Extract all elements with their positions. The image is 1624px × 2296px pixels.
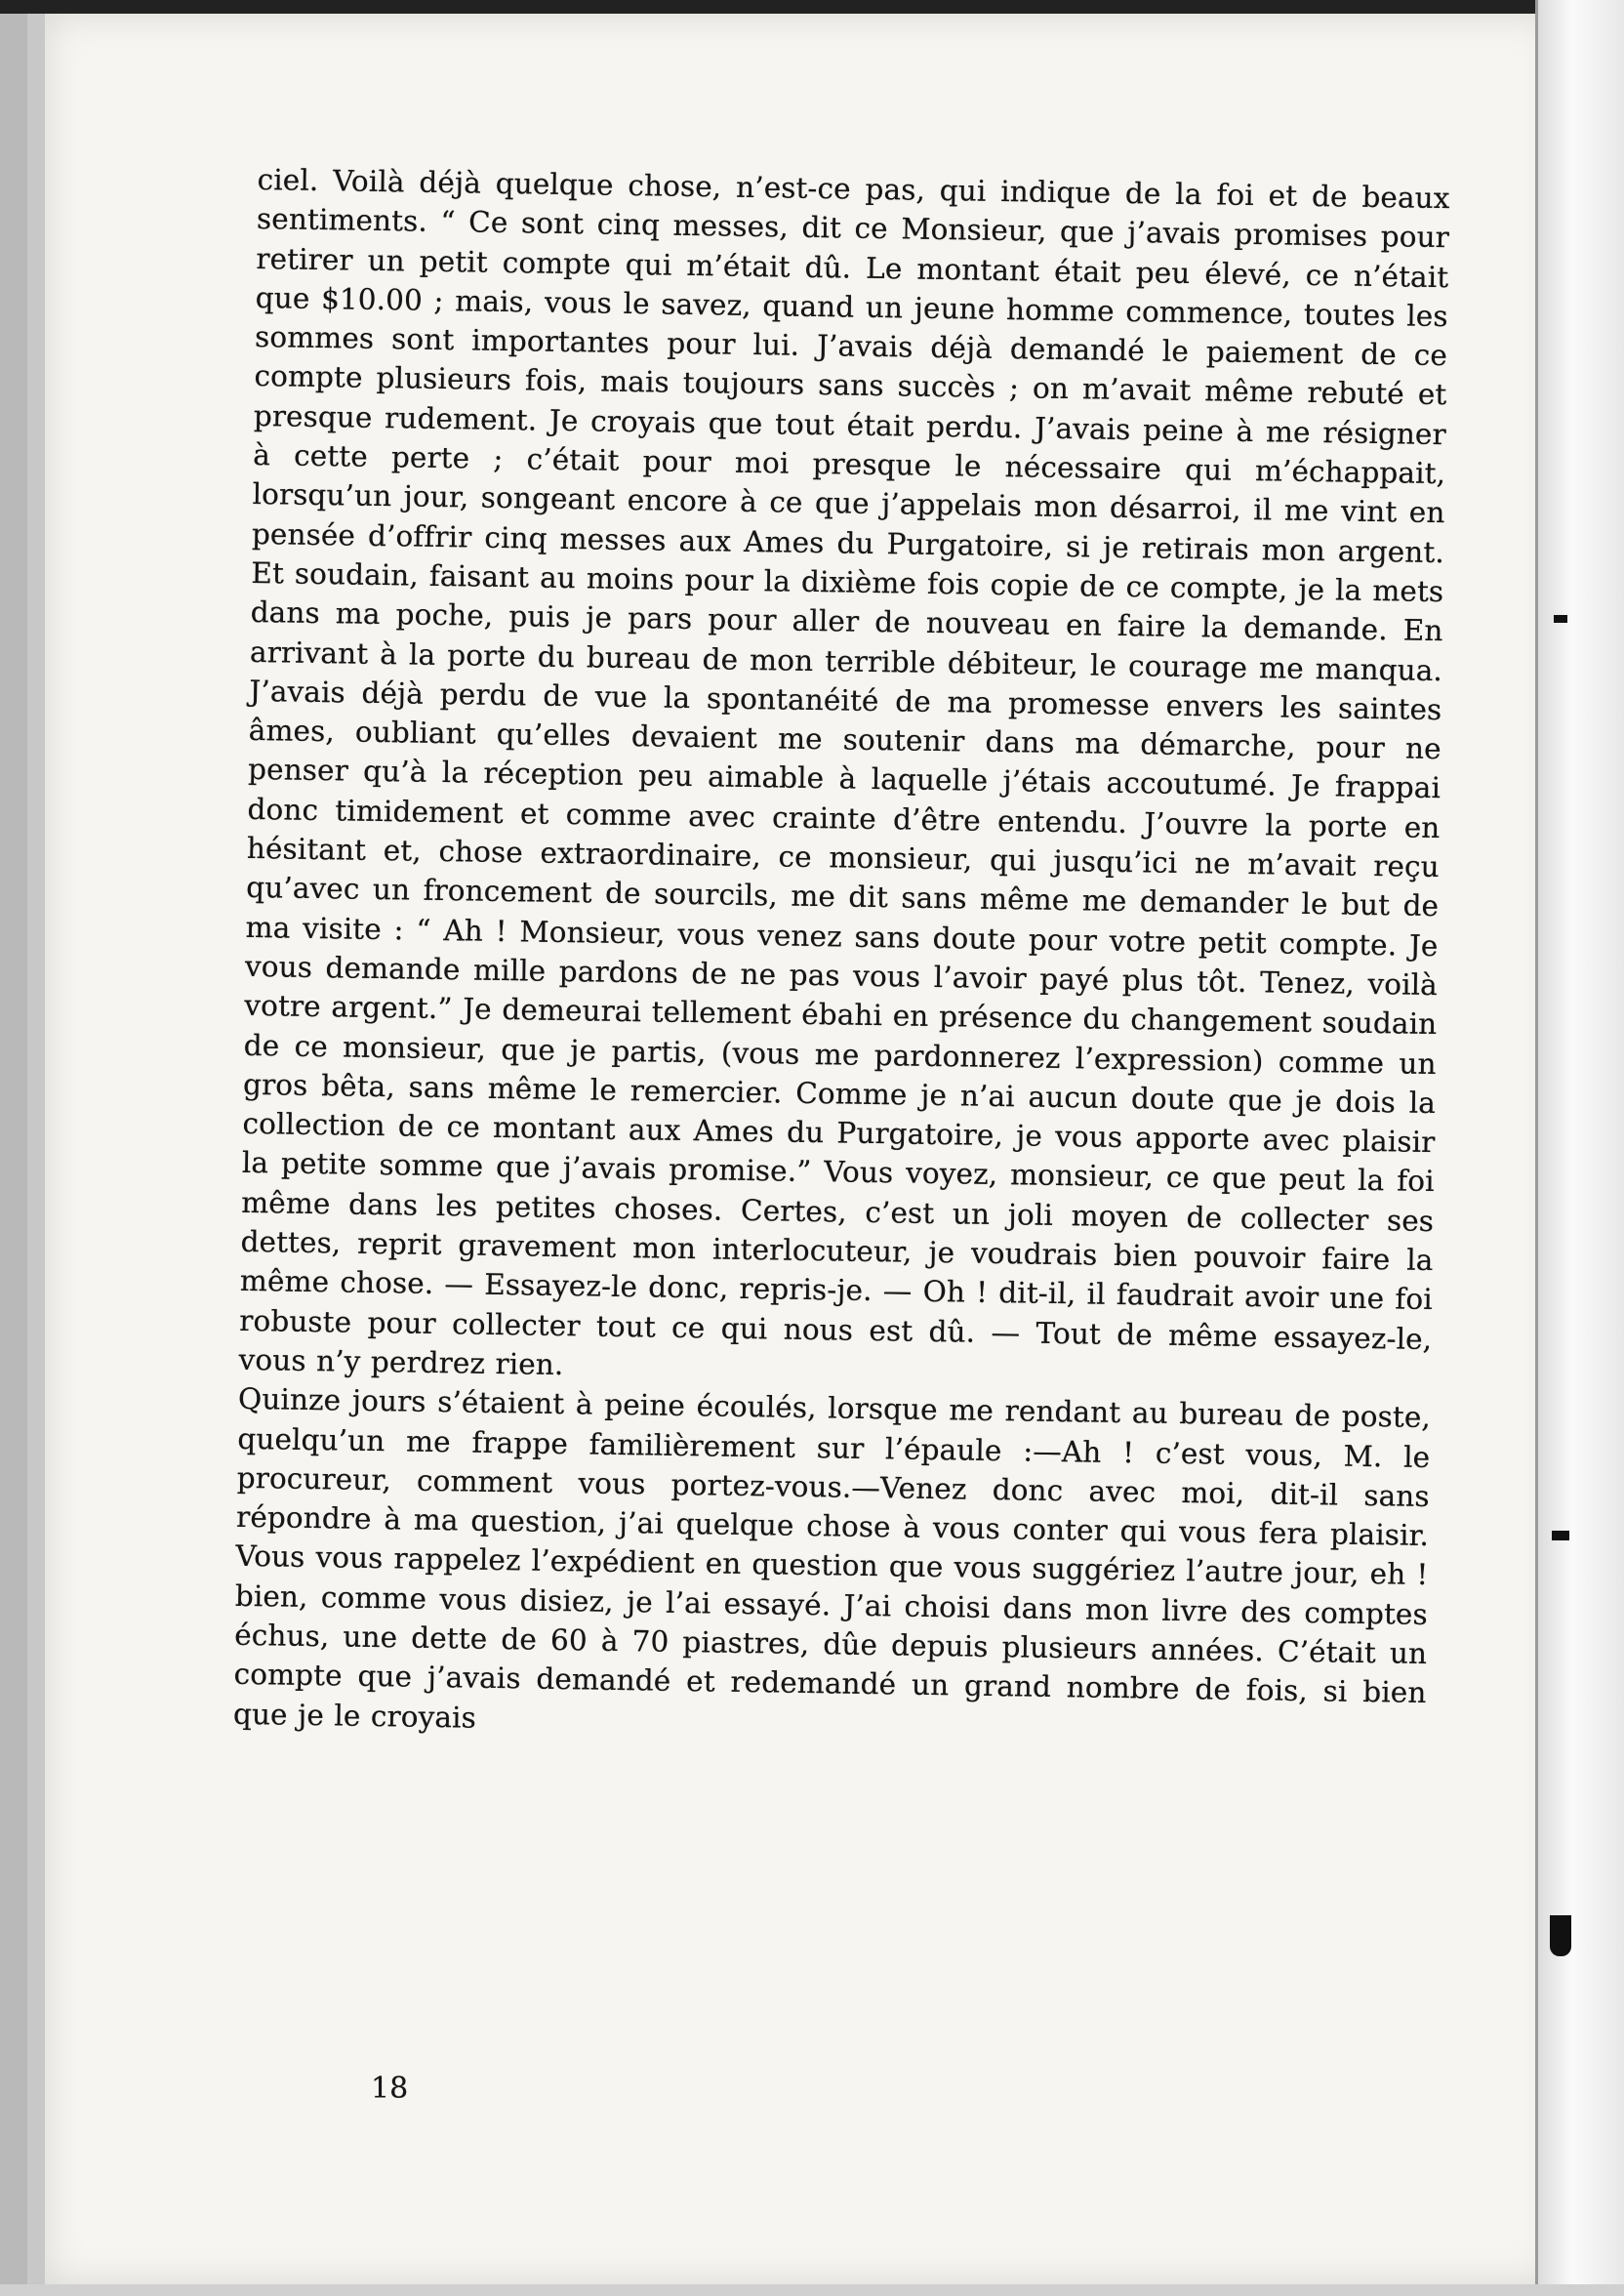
binding-mark <box>1550 1915 1571 1956</box>
scan-bottom-border <box>0 2284 1624 2296</box>
paragraph: ciel. Voilà déjà quelque chose, n’est-ce pas, qui indique de la foi et de beaux sentiments. “ Ce sont cinq messes, dit ce Monsieur, que j’avais promises pour retirer un petit compte qui m’était dû. Le montant était peu élevé, ce n’était que $10.00 ; mais, vous le savez, quand un jeune homme commence, toutes les sommes sont importantes pour lui. J’avais déjà demandé le paiement de ce compte plusieurs fois, mais toujours sans succès ; on m’avait même rebuté et presque rudement. Je croyais que tout était perdu. J’avais peine à me résigner à cette perte ; c’était pour moi presque le nécessaire qui m’échappait, lorsqu’un jour, songeant encore à ce que j’appelais mon désarroi, il me vint en pensée d’offrir cinq messes aux Ames du Purgatoire, si je retirais mon argent. Et soudain, faisant au moins pour la dixième fois copie de ce compte, je la mets dans ma poche, puis je pars pour aller de nouveau en faire la demande. En arrivant à la porte du bureau de mon terrible débiteur, le courage me manqua. J’avais déjà perdu de vue la spontanéité de ma promesse envers les saintes âmes, oubliant qu’elles devaient me soutenir dans ma démarche, pour ne penser qu’à la réception peu aimable à laquelle j’étais accoutumé. Je frappai donc timidement et comme avec crainte d’être entendu. J’ouvre la porte en hésitant et, chose extraordinaire, ce monsieur, qui jusqu’ici ne m’avait reçu qu’avec un froncement de sourcils, me dit sans même me demander le but de ma visite : “ Ah ! Monsieur, vous venez sans doute pour votre petit compte. Je vous demande mille pardons de ne pas vous l’avoir payé plus tôt. Tenez, voilà votre argent.” Je demeurai tellement ébahi en présence du changement soudain de ce monsieur, que je partis, (vous me pardonnerez l’expression) comme un gros bêta, sans même le remercier. Comme je n’ai aucun doute que je dois la collection de ce montant aux Ames du Purgatoire, je vous apporte avec plaisir la petite somme que j’avais promise.” Vous voyez, monsieur, ce que peut la foi même dans les petites choses. Certes, c’est un joli moyen de collecter ses dettes, reprit gravement mon interlocuteur, je voudrais bien pouvoir faire la même chose. — Essayez-le donc, repris-je. — Oh ! dit-il, il faudrait avoir une foi robuste pour collecter tout ce qui nous est dû. — Tout de même essayez-le, vous n’y perdrez rien. <box>238 162 1450 1381</box>
binding-mark <box>1552 1531 1569 1540</box>
book-page <box>27 14 1556 2284</box>
paragraph: Quinze jours s’étaient à peine écoulés, lorsque me rendant au bureau de poste, quelqu’un me frappe familièrement sur l’épaule :—Ah ! c’est vous, M. le procureur, comment vous portez-vous.—Venez donc avec moi, dit-il sans répondre à ma question, j’ai quelque chose à vous conter qui vous fera plaisir. Vous vous rappelez l’expédient en question que vous suggériez l’autre jour, eh ! bien, comme vous disiez, je l’ai essayé. J’ai choisi dans mon livre des comptes échus, une dette de 60 à 70 piastres, dûe depuis plusieurs années. C’était un compte que j’avais demandé et redemandé un grand nombre de fois, si bien que je le croyais <box>232 1382 1432 1735</box>
next-page-edge <box>1535 0 1624 2296</box>
page-number: 18 <box>371 2071 409 2106</box>
scan-top-border <box>0 0 1624 14</box>
body-text <box>233 160 1450 1752</box>
binding-mark <box>1554 615 1567 623</box>
